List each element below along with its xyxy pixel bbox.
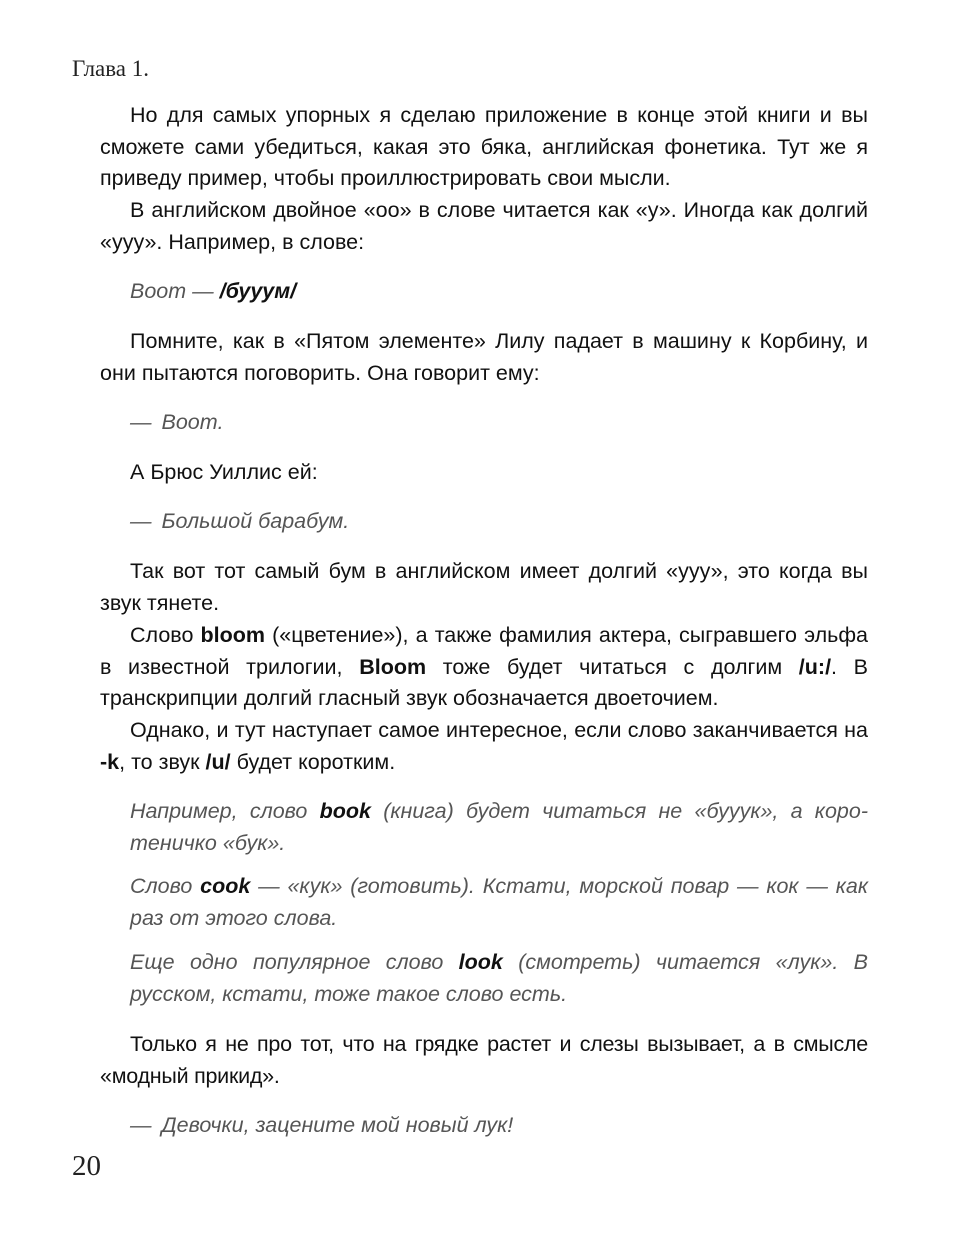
quote-dash: — [130,1113,152,1137]
quote-text: Boom. [161,410,224,434]
paragraph-long-u: Так вот тот самый бум в английском имеет долгий «ууу», это когда вы звук тянете. [100,559,868,615]
text-fragment: Слово [130,623,201,647]
text-fragment: Например, слово [130,799,320,823]
text-fragment: (книга) будет читаться не «бууук», а коротеничко «бук». [130,799,868,855]
text-fragment: («цветение»), а также фамилия актера, сыгравшего эльфа в известной трилогии, [100,623,868,679]
text-fragment: Еще одно популярное слово [130,950,459,974]
example-boom [130,276,868,308]
quote-text: Большой барабум. [161,509,350,533]
term-long-u: /u:/ [798,654,832,679]
paragraph-fifth-element: Помните, как в «Пятом элементе» Лилу падает в машину к Корбину, и они пытаются поговорить. Она говорит ему: [100,329,868,385]
text-fragment: — «кук» (готовить). Кстати, морской повар — кок — как раз от этого слова. [130,874,868,930]
quote-dash: — [130,410,152,434]
paragraph-bruce-willis: А Брюс Уиллис ей: [130,460,318,484]
quote-barabum [130,506,868,538]
quote-text: Девочки, зацените мой новый лук! [161,1113,514,1137]
term-cook: cook [200,874,251,898]
term-k: -k [100,749,120,774]
text-fragment: будет коротким. [230,749,396,774]
example-transcription: /бууум/ [219,279,297,303]
paragraph-intro: Но для самых упорных я сделаю приложение в конце этой книги и вы сможете сами убедиться, какая это бяка, английская фонетика. Тут же я приведу пример, чтобы проиллюстрировать свои мысли. [100,103,868,190]
text-fragment: Слово [130,874,201,898]
quote-boom [130,407,868,439]
term-book: book [319,799,371,823]
paragraph-look-meaning: Только я не про тот, что на грядке растет и слезы вызывает, а в смысле «модный прикид». [100,1032,868,1088]
example-book [130,796,868,859]
paragraph-double-oo: В английском двойное «оо» в слове читается как «у». Иногда как долгий «ууу». Например, в слове: [100,198,868,254]
text-fragment: тоже будет читаться с долгим [426,654,799,679]
term-short-u: /u/ [205,749,231,774]
paragraph-ending-k [100,715,868,778]
term-bloom: bloom [200,623,266,647]
example-cook [130,871,868,934]
text-fragment: (смотреть) читается «лук». В русском, кстати, тоже такое слово есть. [130,950,868,1006]
text-fragment: . В транскрипции долгий гласный звук обозначается двоеточием. [100,654,868,710]
term-look: look [458,950,503,974]
quote-dash: — [130,509,152,533]
example-look [130,947,868,1010]
text-fragment: , то звук [119,749,206,774]
chapter-header: Глава 1. [72,56,150,81]
quote-girls [130,1110,868,1142]
text-fragment: Однако, и тут наступает самое интересное, если слово заканчивается на [130,718,868,742]
paragraph-bloom [100,620,868,715]
example-word: Boom — [130,279,214,303]
term-bloom-name: Bloom [359,654,427,679]
page-number: 20 [72,1150,101,1182]
